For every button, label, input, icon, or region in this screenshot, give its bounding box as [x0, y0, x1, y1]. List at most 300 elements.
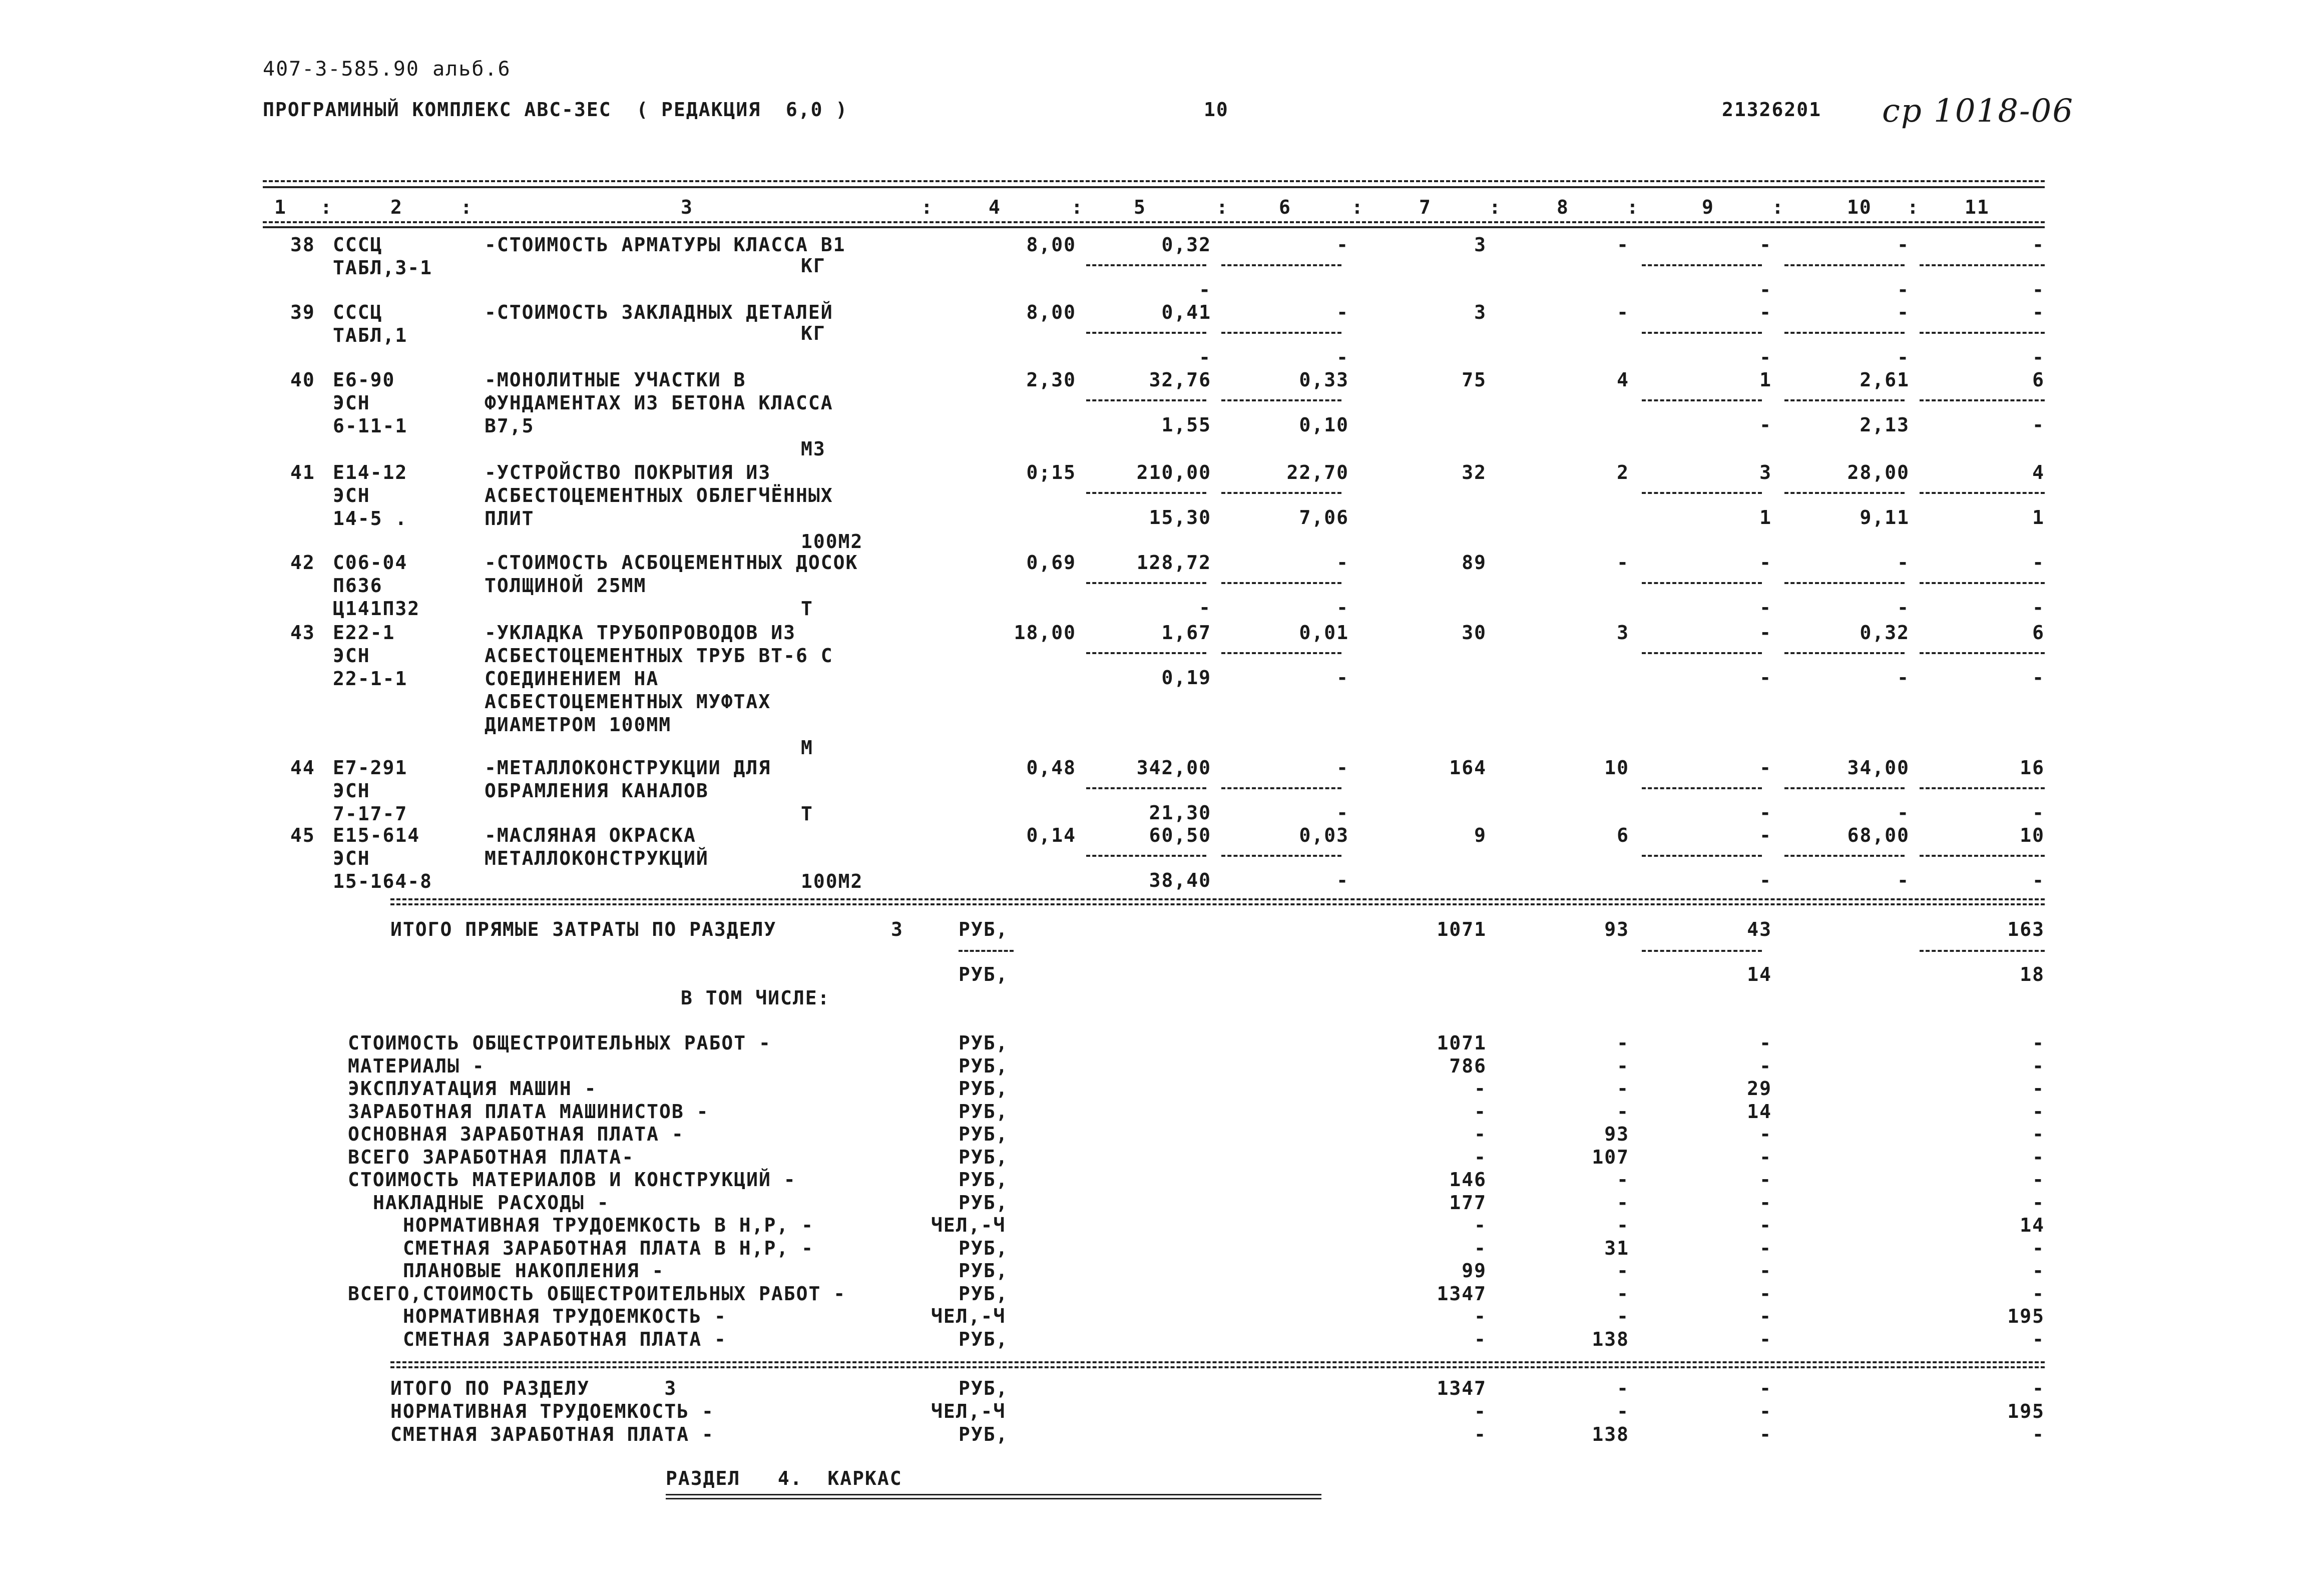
entry-quantity: 0,14	[1026, 824, 1076, 846]
entry-machines-total: 3	[1759, 461, 1772, 483]
entry-description: ДИАМЕТРОМ 100ММ	[485, 714, 672, 736]
value-divider	[1920, 264, 2045, 266]
direct-costs-section: 3	[891, 918, 903, 940]
direct-costs-unit-2: РУБ,	[959, 963, 1009, 985]
breakdown-labor: -	[2032, 1328, 2045, 1350]
entry-unit-wage-machines: 0,10	[1299, 414, 1349, 436]
breakdown-unit: РУБ,	[959, 1169, 1009, 1191]
section-total-wage: -	[1617, 1377, 1629, 1399]
entry-labor-total: 10	[2020, 824, 2045, 846]
breakdown-labor: -	[2032, 1282, 2045, 1305]
column-header-6: 6	[1279, 196, 1291, 218]
entry-description: ТОЛЩИНОЙ 25ММ	[485, 575, 647, 597]
entry-labor-unit: 0,32	[1860, 622, 1910, 644]
breakdown-label: ОСНОВНАЯ ЗАРАБОТНАЯ ПЛАТА -	[348, 1123, 684, 1145]
entry-code: ЭСН	[333, 645, 370, 667]
table-top-rule-2	[263, 186, 2045, 188]
entry-labor-machines: 2,13	[1860, 414, 1910, 436]
breakdown-total: -	[1474, 1328, 1487, 1350]
entry-machines-wage: -	[1759, 869, 1772, 891]
entry-labor-unit: -	[1897, 234, 1910, 256]
entry-machines-wage: -	[1759, 279, 1772, 301]
breakdown-labor: 14	[2020, 1214, 2045, 1236]
entry-code: Е22-1	[333, 622, 395, 644]
value-divider	[1920, 492, 2045, 494]
value-divider	[1642, 492, 1762, 494]
value-divider	[1086, 582, 1206, 584]
breakdown-wage: 93	[1604, 1123, 1629, 1145]
breakdown-label: НАКЛАДНЫЕ РАСХОДЫ -	[373, 1191, 610, 1214]
value-divider	[1086, 399, 1206, 401]
value-divider	[1920, 652, 2045, 654]
entry-labor-machines: -	[1897, 802, 1910, 824]
breakdown-unit: РУБ,	[959, 1237, 1009, 1259]
section-total-unit: ЧЕЛ,-Ч	[931, 1400, 1006, 1422]
entry-machines-wage: -	[1759, 597, 1772, 619]
entry-labor-machines: 9,11	[1860, 506, 1910, 528]
breakdown-label: СТОИМОСТЬ МАТЕРИАЛОВ И КОНСТРУКЦИЙ -	[348, 1169, 796, 1191]
direct-costs-label: ИТОГО ПРЯМЫЕ ЗАТРАТЫ ПО РАЗДЕЛУ	[390, 918, 777, 940]
entry-machines-wage: -	[1759, 346, 1772, 368]
entry-code: ЭСН	[333, 780, 370, 802]
entry-unit-wage: 0,19	[1161, 667, 1211, 689]
breakdown-machines: -	[1759, 1146, 1772, 1168]
entry-unit-wage-machines: -	[1336, 802, 1349, 824]
breakdown-machines: -	[1759, 1214, 1772, 1236]
entry-wage-total: 3	[1617, 622, 1629, 644]
breakdown-total: -	[1474, 1305, 1487, 1327]
breakdown-machines: -	[1759, 1054, 1772, 1077]
entry-machines-wage: -	[1759, 414, 1772, 436]
entry-description: -УСТРОЙСТВО ПОКРЫТИЯ ИЗ	[485, 461, 771, 483]
entry-number: 39	[290, 301, 315, 323]
entry-code: СССЦ	[333, 301, 383, 323]
breakdown-labor: -	[2032, 1237, 2045, 1259]
entry-unit-cost: 32,76	[1149, 369, 1211, 391]
breakdown-total: -	[1474, 1214, 1487, 1236]
column-separator: :	[1351, 196, 1364, 218]
value-divider	[1784, 652, 1905, 654]
breakdown-unit: ЧЕЛ,-Ч	[931, 1305, 1006, 1327]
breakdown-machines: -	[1759, 1123, 1772, 1145]
entry-description: В7,5	[485, 415, 535, 437]
entry-labor-total: -	[2032, 552, 2045, 574]
entry-unit-cost-machines: -	[1336, 757, 1349, 779]
entry-description: АСБЕСТОЦЕМЕНТНЫХ ТРУБ ВТ-6 С	[485, 645, 833, 667]
entry-quantity: 0,48	[1026, 757, 1076, 779]
column-separator: :	[1907, 196, 1920, 218]
breakdown-machines: -	[1759, 1328, 1772, 1350]
entry-description: -СТОИМОСТЬ АРМАТУРЫ КЛАССА В1	[485, 234, 846, 256]
breakdown-unit: РУБ,	[959, 1282, 1009, 1305]
breakdown-machines: -	[1759, 1169, 1772, 1191]
entries-end-rule-2	[390, 903, 2045, 905]
entry-unit-wage: 15,30	[1149, 506, 1211, 528]
breakdown-total: -	[1474, 1237, 1487, 1259]
entry-number: 38	[290, 234, 315, 256]
section-total-label: ИТОГО ПО РАЗДЕЛУ 3	[390, 1377, 677, 1399]
entry-description: АСБЕСТОЦЕМЕНТНЫХ МУФТАХ	[485, 691, 771, 713]
entry-labor-total: -	[2032, 234, 2045, 256]
value-divider	[1642, 950, 1762, 952]
entry-labor-machines-total: -	[2032, 279, 2045, 301]
entry-unit-wage: -	[1199, 597, 1211, 619]
breakdown-machines: -	[1759, 1237, 1772, 1259]
entry-machines-total: -	[1759, 552, 1772, 574]
breakdown-unit: РУБ,	[959, 1054, 1009, 1077]
breakdown-machines: -	[1759, 1305, 1772, 1327]
entry-description: АСБЕСТОЦЕМЕНТНЫХ ОБЛЕГЧЁННЫХ	[485, 484, 833, 506]
breakdown-label: ВСЕГО ЗАРАБОТНАЯ ПЛАТА-	[348, 1146, 635, 1168]
entry-labor-unit: -	[1897, 552, 1910, 574]
section-total-value: -	[1474, 1400, 1487, 1422]
section-total-labor: -	[2032, 1423, 2045, 1445]
breakdown-wage: -	[1617, 1191, 1629, 1214]
program-title: ПРОГРАМИНЫЙ КОМПЛЕКС АВС-ЗЕС ( РЕДАКЦИЯ 6,0 )	[263, 99, 848, 121]
entry-description: ОБРАМЛЕНИЯ КАНАЛОВ	[485, 780, 709, 802]
column-header-5: 5	[1134, 196, 1146, 218]
entry-labor-machines-total: -	[2032, 869, 2045, 891]
entry-unit-wage: -	[1199, 346, 1211, 368]
breakdown-label: НОРМАТИВНАЯ ТРУДОЕМКОСТЬ -	[403, 1305, 727, 1327]
entry-unit: Т	[801, 598, 813, 620]
entry-quantity: 0;15	[1026, 461, 1076, 483]
breakdown-total: -	[1474, 1078, 1487, 1100]
column-separator: :	[1627, 196, 1639, 218]
breakdown-labor: -	[2032, 1146, 2045, 1168]
entry-machines-wage: 1	[1759, 506, 1772, 528]
section-total-value: 1347	[1437, 1377, 1487, 1399]
entry-labor-machines: -	[1897, 346, 1910, 368]
entry-wage-total: -	[1617, 234, 1629, 256]
value-divider	[1920, 399, 2045, 401]
breakdown-labor: -	[2032, 1260, 2045, 1282]
value-divider	[1920, 855, 2045, 857]
entry-number: 45	[290, 824, 315, 846]
value-divider	[1784, 399, 1905, 401]
entry-description: ПЛИТ	[485, 507, 535, 529]
entry-unit: М	[801, 737, 813, 759]
entry-labor-machines: -	[1897, 667, 1910, 689]
value-divider	[1784, 582, 1905, 584]
value-divider	[1221, 492, 1341, 494]
breakdown-wage: -	[1617, 1078, 1629, 1100]
entry-unit-cost-machines: 0,33	[1299, 369, 1349, 391]
value-divider	[1221, 264, 1341, 266]
entry-description: -СТОИМОСТЬ ЗАКЛАДНЫХ ДЕТАЛЕЙ	[485, 301, 833, 323]
breakdown-labor: -	[2032, 1123, 2045, 1145]
entry-machines-total: -	[1759, 234, 1772, 256]
value-divider	[1784, 332, 1905, 334]
breakdown-total: 1347	[1437, 1282, 1487, 1305]
entry-code: Е6-90	[333, 369, 395, 391]
entry-code: П636	[333, 575, 383, 597]
section-total-wage: 138	[1592, 1423, 1629, 1445]
breakdown-wage: 31	[1604, 1237, 1629, 1259]
entry-labor-unit: 34,00	[1847, 757, 1910, 779]
entry-total-cost: 164	[1449, 757, 1487, 779]
entry-labor-machines-total: -	[2032, 414, 2045, 436]
value-divider	[1221, 399, 1341, 401]
section-total-machines: -	[1759, 1423, 1772, 1445]
breakdown-wage: -	[1617, 1169, 1629, 1191]
entry-number: 43	[290, 622, 315, 644]
breakdown-machines: -	[1759, 1191, 1772, 1214]
entry-description: СОЕДИНЕНИЕМ НА	[485, 668, 659, 690]
column-separator: :	[1071, 196, 1084, 218]
breakdown-total: -	[1474, 1123, 1487, 1145]
entry-wage-total: 10	[1604, 757, 1629, 779]
breakdown-label: СМЕТНАЯ ЗАРАБОТНАЯ ПЛАТА В Н,Р, -	[403, 1237, 814, 1259]
entry-labor-total: 6	[2032, 369, 2045, 391]
direct-costs-machines: 43	[1747, 918, 1772, 940]
entry-unit-cost: 210,00	[1136, 461, 1211, 483]
value-divider	[1642, 332, 1762, 334]
entry-labor-machines: -	[1897, 279, 1910, 301]
breakdown-labor: -	[2032, 1054, 2045, 1077]
breakdown-wage: -	[1617, 1260, 1629, 1282]
entry-quantity: 8,00	[1026, 234, 1076, 256]
section-total-value: -	[1474, 1423, 1487, 1445]
breakdown-unit: РУБ,	[959, 1100, 1009, 1123]
value-divider	[1086, 264, 1206, 266]
breakdown-label: СТОИМОСТЬ ОБЩЕСТРОИТЕЛЬНЫХ РАБОТ -	[348, 1032, 771, 1054]
value-divider	[1221, 332, 1341, 334]
entry-unit-cost-machines: 22,70	[1286, 461, 1349, 483]
entry-code: Е7-291	[333, 757, 408, 779]
entry-machines-total: 1	[1759, 369, 1772, 391]
entry-labor-unit: 2,61	[1860, 369, 1910, 391]
entry-unit-cost-machines: 0,01	[1299, 622, 1349, 644]
breakdown-machines: -	[1759, 1260, 1772, 1282]
breakdown-labor: -	[2032, 1078, 2045, 1100]
column-header-10: 10	[1847, 196, 1872, 218]
breakdown-unit: РУБ,	[959, 1146, 1009, 1168]
entry-labor-total: 16	[2020, 757, 2045, 779]
entry-wage-total: 2	[1617, 461, 1629, 483]
section-total-labor: 195	[2007, 1400, 2045, 1422]
entry-description: -СТОИМОСТЬ АСБОЦЕМЕНТНЫХ ДОСОК	[485, 552, 858, 574]
unit-divider	[959, 950, 1014, 952]
breakdown-label: ЗАРАБОТНАЯ ПЛАТА МАШИНИСТОВ -	[348, 1100, 709, 1123]
breakdown-labor: -	[2032, 1100, 2045, 1123]
entry-description: -МЕТАЛЛОКОНСТРУКЦИИ ДЛЯ	[485, 757, 771, 779]
breakdown-wage: -	[1617, 1100, 1629, 1123]
breakdown-total: 1071	[1437, 1032, 1487, 1054]
value-divider	[1920, 582, 2045, 584]
column-separator: :	[921, 196, 934, 218]
breakdown-unit: ЧЕЛ,-Ч	[931, 1214, 1006, 1236]
entry-labor-machines-total: -	[2032, 802, 2045, 824]
breakdown-unit: РУБ,	[959, 1123, 1009, 1145]
doc-number: 21326201	[1722, 99, 1822, 121]
direct-costs-total: 1071	[1437, 918, 1487, 940]
entry-description: -МАСЛЯНАЯ ОКРАСКА	[485, 824, 696, 846]
entry-unit-wage: 38,40	[1149, 869, 1211, 891]
value-divider	[1920, 332, 2045, 334]
breakdown-total: 99	[1462, 1260, 1487, 1282]
value-divider	[1221, 582, 1341, 584]
entry-unit-cost-machines: 0,03	[1299, 824, 1349, 846]
breakdown-labor: -	[2032, 1169, 2045, 1191]
entry-wage-total: -	[1617, 301, 1629, 323]
breakdown-machines: 29	[1747, 1078, 1772, 1100]
entry-number: 41	[290, 461, 315, 483]
section-total-machines: -	[1759, 1400, 1772, 1422]
value-divider	[1221, 787, 1341, 789]
entry-total-cost: 30	[1462, 622, 1487, 644]
column-separator: :	[320, 196, 333, 218]
value-divider	[1642, 652, 1762, 654]
section-total-machines: -	[1759, 1377, 1772, 1399]
entry-labor-machines: -	[1897, 597, 1910, 619]
breakdown-wage: -	[1617, 1032, 1629, 1054]
value-divider	[1642, 787, 1762, 789]
value-divider	[1086, 787, 1206, 789]
entry-code: 15-164-8	[333, 870, 433, 892]
entry-total-cost: 75	[1462, 369, 1487, 391]
breakdown-label: НОРМАТИВНАЯ ТРУДОЕМКОСТЬ В Н,Р, -	[403, 1214, 814, 1236]
entry-labor-total: 6	[2032, 622, 2045, 644]
handwritten-note: ср 1018-06	[1882, 93, 2074, 130]
section-total-unit: РУБ,	[959, 1423, 1009, 1445]
value-divider	[1086, 492, 1206, 494]
entry-unit-cost: 0,32	[1161, 234, 1211, 256]
value-divider	[1086, 332, 1206, 334]
entry-code: 22-1-1	[333, 668, 408, 690]
entry-wage-total: -	[1617, 552, 1629, 574]
breakdown-wage: -	[1617, 1214, 1629, 1236]
column-header-7: 7	[1419, 196, 1432, 218]
entry-unit-cost: 1,67	[1161, 622, 1211, 644]
entry-labor-unit: 28,00	[1847, 461, 1910, 483]
entry-machines-wage: -	[1759, 667, 1772, 689]
breakdown-unit: РУБ,	[959, 1078, 1009, 1100]
entry-labor-total: 4	[2032, 461, 2045, 483]
table-top-rule	[263, 180, 2045, 182]
value-divider	[1221, 652, 1341, 654]
entry-total-cost: 9	[1474, 824, 1487, 846]
entry-code: ЭСН	[333, 484, 370, 506]
value-divider	[1642, 855, 1762, 857]
entry-unit-cost: 60,50	[1149, 824, 1211, 846]
next-section-heading: РАЗДЕЛ 4. КАРКАС	[666, 1467, 902, 1489]
breakdown-label: СМЕТНАЯ ЗАРАБОТНАЯ ПЛАТА -	[403, 1328, 727, 1350]
entry-unit-cost: 128,72	[1136, 552, 1211, 574]
entry-code: ЭСН	[333, 847, 370, 869]
value-divider	[1784, 787, 1905, 789]
breakdown-total: -	[1474, 1100, 1487, 1123]
entry-unit-wage: -	[1199, 279, 1211, 301]
entry-labor-total: -	[2032, 301, 2045, 323]
entry-unit-wage-machines: -	[1336, 667, 1349, 689]
entry-labor-machines: -	[1897, 869, 1910, 891]
value-divider	[1086, 652, 1206, 654]
value-divider	[1920, 787, 2045, 789]
value-divider	[1221, 855, 1341, 857]
column-header-4: 4	[989, 196, 1001, 218]
entry-unit-cost: 342,00	[1136, 757, 1211, 779]
section-total-wage: -	[1617, 1400, 1629, 1422]
entry-code: Е14-12	[333, 461, 408, 483]
breakdown-machines: -	[1759, 1032, 1772, 1054]
column-header-11: 11	[1965, 196, 1990, 218]
header-bottom-rule	[263, 221, 2045, 223]
entries-end-rule	[390, 898, 2045, 900]
entry-code: ТАБЛ,3-1	[333, 257, 433, 279]
value-divider	[1784, 492, 1905, 494]
entry-total-cost: 3	[1474, 234, 1487, 256]
breakdown-wage: 107	[1592, 1146, 1629, 1168]
breakdown-label: ВСЕГО,СТОИМОСТЬ ОБЩЕСТРОИТЕЛЬНЫХ РАБОТ -	[348, 1282, 846, 1305]
value-divider	[1784, 855, 1905, 857]
entry-labor-machines-total: -	[2032, 597, 2045, 619]
direct-costs-wage: 93	[1604, 918, 1629, 940]
entry-unit-wage-machines: -	[1336, 346, 1349, 368]
direct-costs-labor-machines: 18	[2020, 963, 2045, 985]
entry-machines-wage: -	[1759, 802, 1772, 824]
breakdown-labor: -	[2032, 1032, 2045, 1054]
entry-unit-wage: 21,30	[1149, 802, 1211, 824]
breakdown-labor: -	[2032, 1191, 2045, 1214]
entry-wage-total: 4	[1617, 369, 1629, 391]
entry-number: 42	[290, 552, 315, 574]
entry-description: МЕТАЛЛОКОНСТРУКЦИЙ	[485, 847, 709, 869]
entry-unit-cost-machines: -	[1336, 234, 1349, 256]
breakdown-wage: -	[1617, 1305, 1629, 1327]
column-header-1: 1	[274, 196, 287, 218]
column-header-3: 3	[681, 196, 693, 218]
breakdown-unit: РУБ,	[959, 1328, 1009, 1350]
breakdown-label: МАТЕРИАЛЫ -	[348, 1054, 485, 1077]
breakdown-labor: 195	[2007, 1305, 2045, 1327]
value-divider	[1642, 582, 1762, 584]
breakdown-machines: -	[1759, 1282, 1772, 1305]
entry-description: -МОНОЛИТНЫЕ УЧАСТКИ В	[485, 369, 746, 391]
breakdown-unit: РУБ,	[959, 1191, 1009, 1214]
entry-unit: 100М2	[801, 870, 863, 892]
column-separator: :	[1489, 196, 1502, 218]
entry-unit-wage: 1,55	[1161, 414, 1211, 436]
section-total-unit: РУБ,	[959, 1377, 1009, 1399]
entry-labor-machines-total: -	[2032, 346, 2045, 368]
direct-costs-machines-wage: 14	[1747, 963, 1772, 985]
entry-number: 44	[290, 757, 315, 779]
entry-machines-total: -	[1759, 757, 1772, 779]
breakdown-label: ПЛАНОВЫЕ НАКОПЛЕНИЯ -	[403, 1260, 665, 1282]
value-divider	[1784, 264, 1905, 266]
breakdown-unit: РУБ,	[959, 1260, 1009, 1282]
breakdown-end-rule	[390, 1361, 2045, 1363]
breakdown-unit: РУБ,	[959, 1032, 1009, 1054]
entry-labor-machines-total: -	[2032, 667, 2045, 689]
including-label: В ТОМ ЧИСЛЕ:	[681, 987, 830, 1009]
entry-unit: Т	[801, 803, 813, 825]
entry-description: ФУНДАМЕНТАХ ИЗ БЕТОНА КЛАССА	[485, 392, 833, 414]
column-separator: :	[1772, 196, 1784, 218]
value-divider	[1642, 399, 1762, 401]
value-divider	[1086, 855, 1206, 857]
breakdown-label: ЭКСПЛУАТАЦИЯ МАШИН -	[348, 1078, 597, 1100]
entry-labor-machines-total: 1	[2032, 506, 2045, 528]
breakdown-total: 786	[1449, 1054, 1487, 1077]
breakdown-total: -	[1474, 1146, 1487, 1168]
entry-code: СССЦ	[333, 234, 383, 256]
entry-unit-wage-machines: -	[1336, 869, 1349, 891]
breakdown-machines: 14	[1747, 1100, 1772, 1123]
breakdown-total: 177	[1449, 1191, 1487, 1214]
entry-code: Е15-614	[333, 824, 420, 846]
